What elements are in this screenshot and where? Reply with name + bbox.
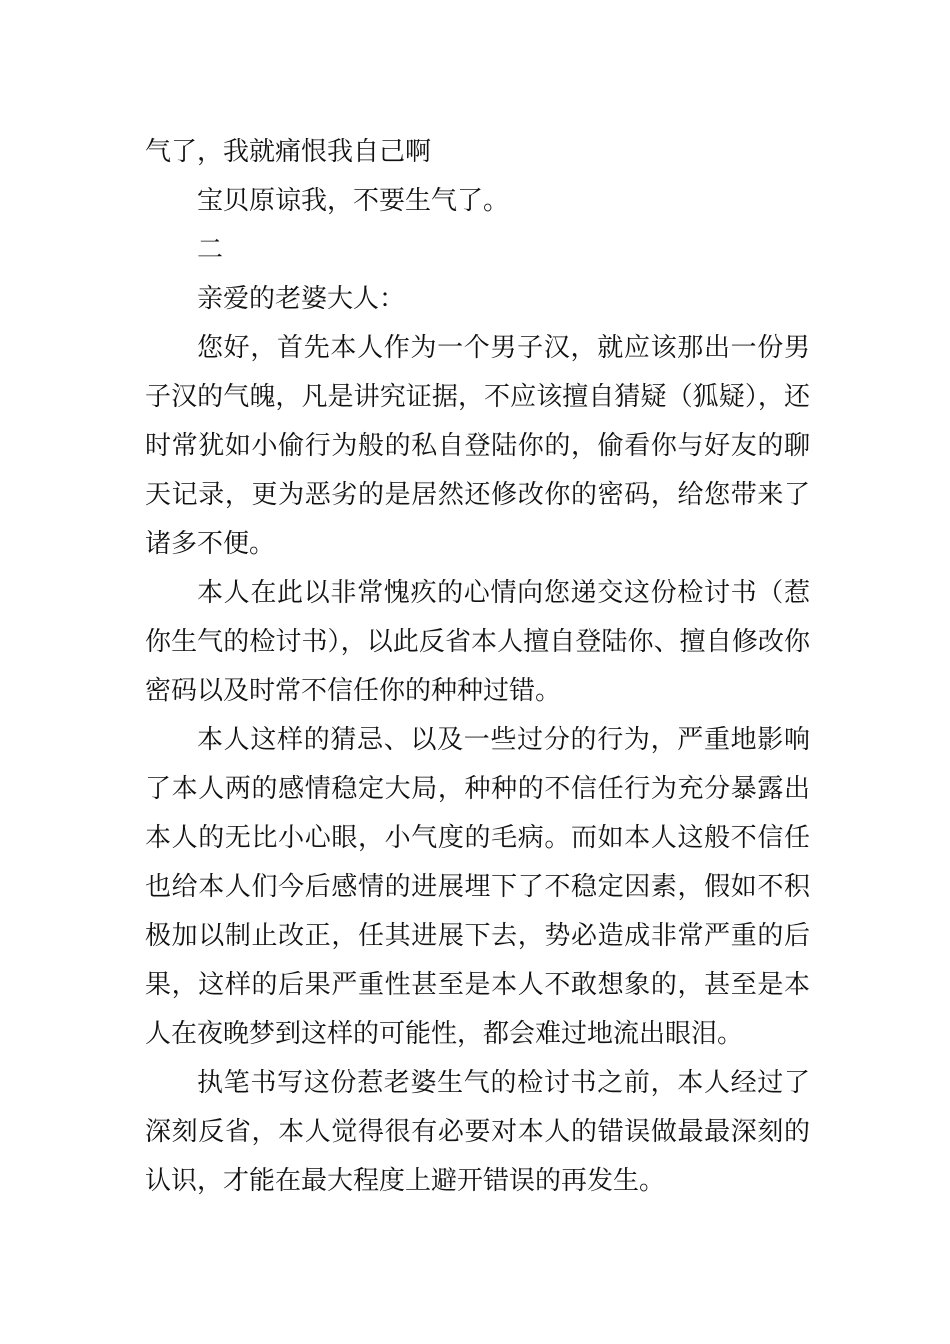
salutation: 亲爱的老婆大人： [197,284,406,314]
document-body [145,128,810,1206]
paragraph-body-3: 本人这样的猜忌、以及一些过分的行为，严重地影响了本人两的感情稳定大局，种种的不信任行为充分暴露出本人的无比小心眼，小气度的毛病。而如本人这般不信任也给本人们今后感情的进展埋下了不稳定因素，假如不积极加以制止改正，任其进展下去，势必造成非常严重的后果，这样的后果严重性甚至是本人不敢想象的，甚至是本人在夜晚梦到这样的可能性，都会难过地流出眼泪。 [145,725,810,1049]
paragraph-continuation: 气了，我就痛恨我自己啊 [145,137,432,167]
paragraph-body-4: 执笔书写这份惹老婆生气的检讨书之前，本人经过了深刻反省，本人觉得很有必要对本人的错误做最最深刻的认识，才能在最大程度上避开错误的再发生。 [145,1068,810,1196]
section-number: 二 [197,235,224,265]
paragraph-body-1: 您好，首先本人作为一个男子汉，就应该那出一份男子汉的气魄，凡是讲究证据，不应该擅自猜疑（狐疑），还时常犹如小偷行为般的私自登陆你的，偷看你与好友的聊天记录，更为恶劣的是居然还修改你的密码，给您带来了诸多不便。 [145,333,810,559]
paragraph-body-2: 本人在此以非常愧疚的心情向您递交这份检讨书（惹你生气的检讨书），以此反省本人擅自登陆你、擅自修改你密码以及时常不信任你的种种过错。 [145,578,810,706]
paragraph-apology: 宝贝原谅我，不要生气了。 [197,186,510,216]
